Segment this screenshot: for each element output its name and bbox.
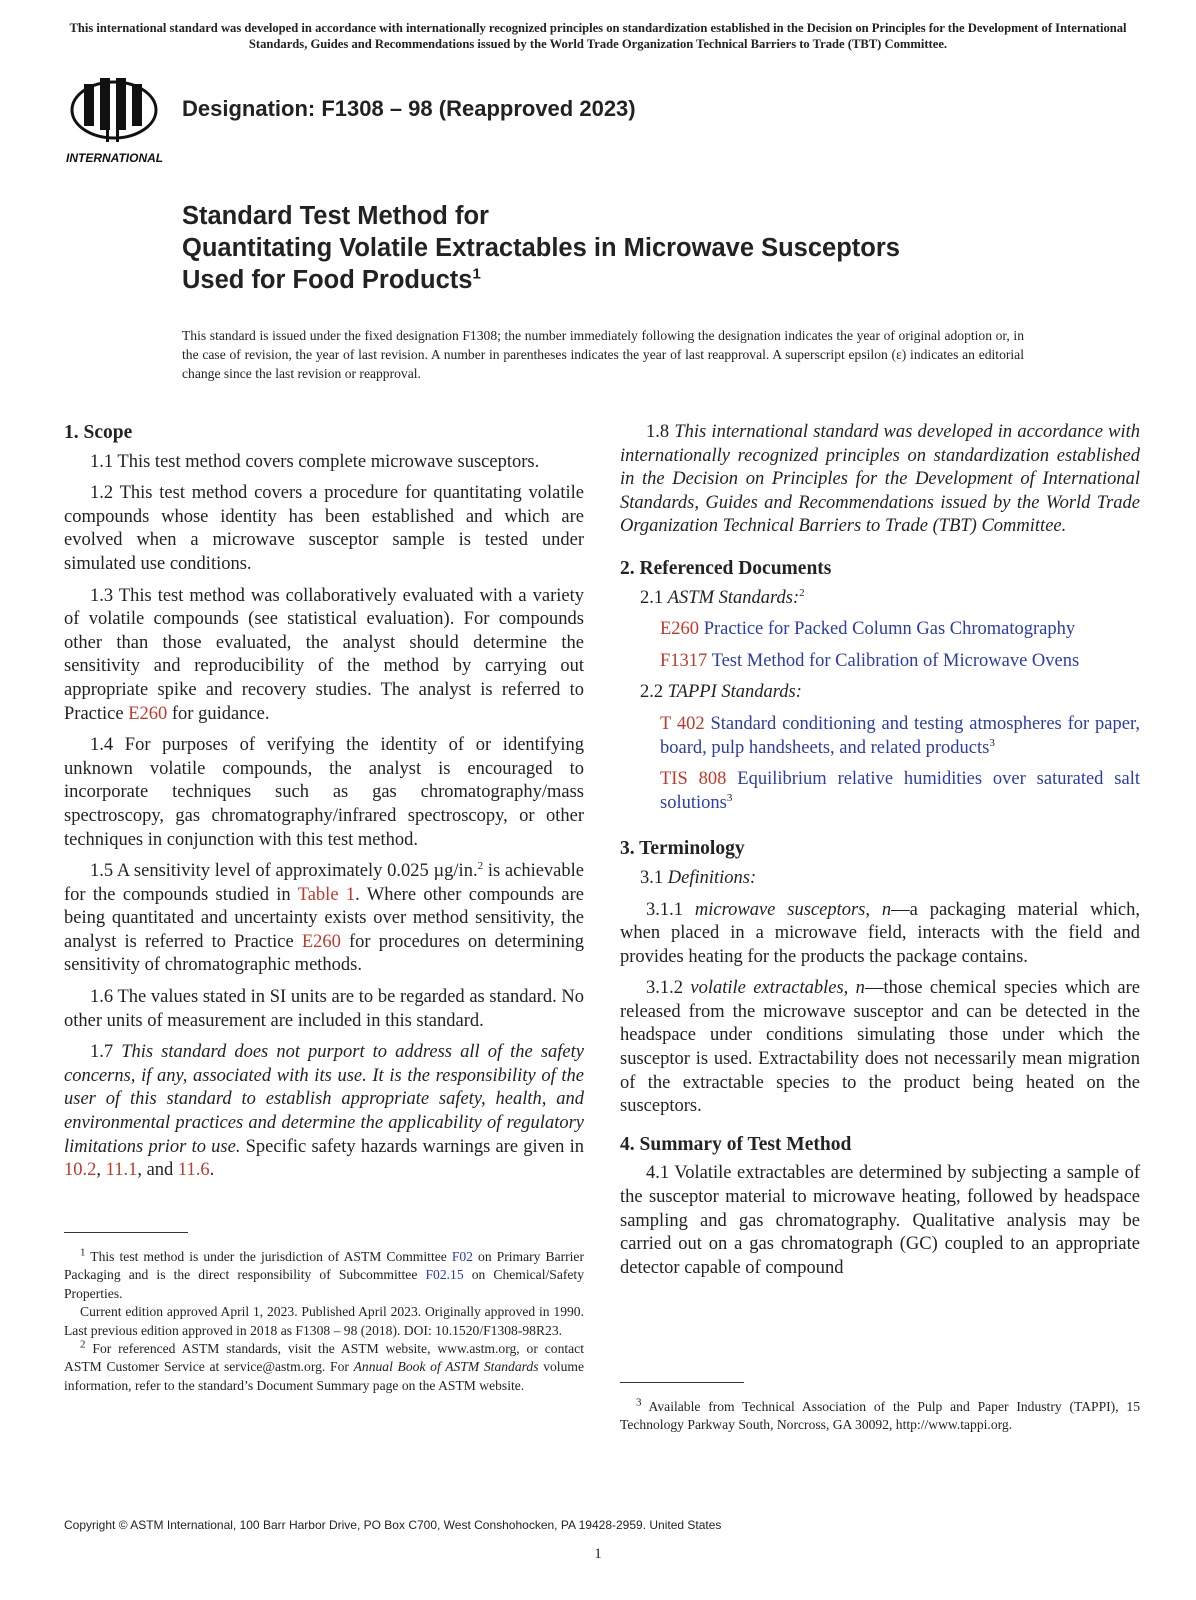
para-4-1: 4.1 Volatile extractables are determined by subjecting a sample of the susceptor material to microwave heating, followed by headspace sampling and gas chromatography. Qualitative analysis may be carried out on a gas chromatograph (GC) coupled to an appropriate detector capable of compound bbox=[620, 1163, 1140, 1278]
para-1-8: 1.8 This international standard was developed in accordance with internationally recognized principles on standardization established in the Decision on Principles for the Development of International Standards, Guides and Recommendations issued by the World Trade Organization Technical Barriers to Trade (TBT) Committee. bbox=[620, 422, 1141, 537]
footnotes-left bbox=[64, 1248, 584, 1395]
footnote-rule bbox=[620, 1382, 744, 1383]
tappi-standards-label: 2.2 TAPPI Standards: bbox=[640, 682, 802, 703]
referenced-documents-heading: 2. Referenced Documents bbox=[620, 557, 832, 579]
right-column bbox=[620, 421, 1140, 1288]
link-table-1[interactable]: Table 1 bbox=[297, 884, 356, 905]
para-1-4: 1.4 For purposes of verifying the identity of or identifying unknown volatile compounds, the analyst is encouraged to incorporate techniques such as gas chromatography/mass spectroscopy, gas chromatography/infrared spectroscopy, or other techniques in conjunction with this test method. bbox=[64, 735, 584, 850]
footnote-1: $^1$ This test method is under the jurisdiction of ASTM Committee F02 on Primary Barrier Packaging and is the direct responsibility of Subcommittee F02.15 on Chemical/Safety Properties. bbox=[64, 1246, 584, 1301]
copyright: Copyright © ASTM International, 100 Barr Harbor Drive, PO Box C700, West Conshohocken, PA 19428-2959. United States bbox=[64, 1518, 722, 1532]
title-line-1: Standard Test Method for bbox=[182, 202, 489, 230]
issue-note: This standard is issued under the fixed designation F1308; the number immediately following the designation indicates the year of original adoption or, in the case of revision, the year of last revision. A number in parentheses indicates the year of last reapproval. A superscript epsilon (ε) indicates an editorial change since the last revision or reapproval. bbox=[182, 328, 1024, 381]
para-1-2: 1.2 This test method covers a procedure for quantitating volatile compounds whose identity has been established and which are evolved when a microwave susceptor sample is tested under simulated use conditions. bbox=[64, 483, 584, 574]
para-1-1: 1.1 This test method covers complete microwave susceptors. bbox=[90, 451, 540, 472]
para-1-5: 1.5 A sensitivity level of approximately 0.025 µg/in.$^2$ is achievable for the compounds studied in Table 1. Where other compounds are being quantitated and uncertainty exists over method sensitivity, the analyst is referred to Practice E260 for procedures on determining sensitivity of chromatographic methods. bbox=[64, 859, 585, 976]
footnotes-right bbox=[620, 1398, 1140, 1435]
footnote-1-edition: Current edition approved April 1, 2023. Published April 2023. Originally approved in 1990. Last previous edition approved in 2018 as F1308 – 98 (2018). DOI: 10.1520/F1308-98R23. bbox=[64, 1304, 584, 1338]
document-title bbox=[182, 200, 1082, 296]
link-e260[interactable]: E260 bbox=[128, 703, 168, 724]
title-line-2: Quantitating Volatile Extractables in Microwave Susceptors bbox=[182, 234, 900, 262]
astm-logo bbox=[66, 70, 172, 166]
astm-standards-label: 2.1 ASTM Standards:$^2$ bbox=[640, 586, 805, 608]
ref-tis808[interactable]: TIS 808 Equilibrium relative humidities over saturated salt solutions$^3$ bbox=[660, 769, 1141, 813]
ref-t402[interactable]: T 402 Standard conditioning and testing atmospheres for paper, board, pulp handsheets, and related products$^3$ bbox=[660, 713, 1140, 758]
link-f02-15[interactable]: F02.15 bbox=[425, 1267, 464, 1283]
title-line-3: Used for Food Products$^1$ bbox=[182, 265, 481, 294]
para-1-6: 1.6 The values stated in SI units are to be regarded as standard. No other units of measurement are included in this standard. bbox=[64, 987, 584, 1031]
footnote-2: $^2$ For referenced ASTM standards, visit the ASTM website, www.astm.org, or contact ASTM Customer Service at service@astm.org. For Annual Book of ASTM Standards volume information, refer to the standard’s Document Summary page on the ASTM website. bbox=[64, 1338, 584, 1393]
terminology-heading: 3. Terminology bbox=[620, 838, 745, 860]
link-11-6[interactable]: 11.6 bbox=[177, 1160, 210, 1181]
ref-e260[interactable]: E260 Practice for Packed Column Gas Chromatography bbox=[660, 619, 1076, 640]
link-11-1[interactable]: 11.1 bbox=[105, 1160, 138, 1181]
page-number: 1 bbox=[594, 1546, 602, 1562]
summary-heading: 4. Summary of Test Method bbox=[620, 1133, 852, 1155]
link-e260[interactable]: E260 bbox=[301, 931, 341, 952]
definition-3-1-1: 3.1.1 microwave susceptors, n—a packaging material which, when placed in a microwave field, interacts with the field and provides heating for the products the package contains. bbox=[620, 899, 1140, 967]
definitions-label: 3.1 Definitions: bbox=[640, 867, 757, 888]
definition-3-1-2: 3.1.2 volatile extractables, n—those chemical species which are released from the microwave susceptor and can be detected in the headspace under conditions simulating those under which the susceptor is used. Extractability does not necessarily mean migration of the extractable species to the product being heated on the susceptors. bbox=[620, 978, 1140, 1117]
footnote-3: $^3$ Available from Technical Association of the Pulp and Paper Industry (TAPPI), 15 Technology Parkway South, Norcross, GA 30092, http://www.tappi.org. bbox=[620, 1396, 1140, 1433]
left-column bbox=[64, 421, 584, 1191]
ref-f1317[interactable]: F1317 Test Method for Calibration of Microwave Ovens bbox=[660, 650, 1080, 671]
para-1-7: 1.7 This standard does not purport to address all of the safety concerns, if any, associated with its use. It is the responsibility of the user of this standard to establish appropriate safety, health, and environmental practices and determine the applicability of regulatory limitations prior to use. Specific safety hazards warnings are given in 10.2, 11.1, and 11.6. bbox=[64, 1042, 584, 1181]
para-1-3: 1.3 This test method was collaboratively evaluated with a variety of volatile compounds (see statistical evaluation). For compounds other than those evaluated, the analyst should determine the sensitivity and reproducibility of the method by carrying out appropriate spike and recovery studies. The analyst is referred to Practice E260 for guidance. bbox=[64, 585, 584, 724]
designation: Designation: F1308 – 98 (Reapproved 2023) bbox=[182, 96, 636, 121]
footnote-rule bbox=[64, 1232, 188, 1233]
logo-international-text: INTERNATIONAL bbox=[66, 151, 164, 165]
link-f02[interactable]: F02 bbox=[451, 1249, 473, 1264]
link-10-2[interactable]: 10.2 bbox=[64, 1160, 97, 1181]
top-notice: This international standard was developed in accordance with internationally recognized principles on standardization established in the Decision on Principles for the Development of International Standards, Guides and Recommendations issued by the World Trade Organization Technical Barriers to Trade (TBT) Committee. bbox=[69, 21, 1127, 51]
scope-heading: 1. Scope bbox=[64, 422, 133, 443]
title-footnote-mark: 1 bbox=[472, 265, 481, 283]
